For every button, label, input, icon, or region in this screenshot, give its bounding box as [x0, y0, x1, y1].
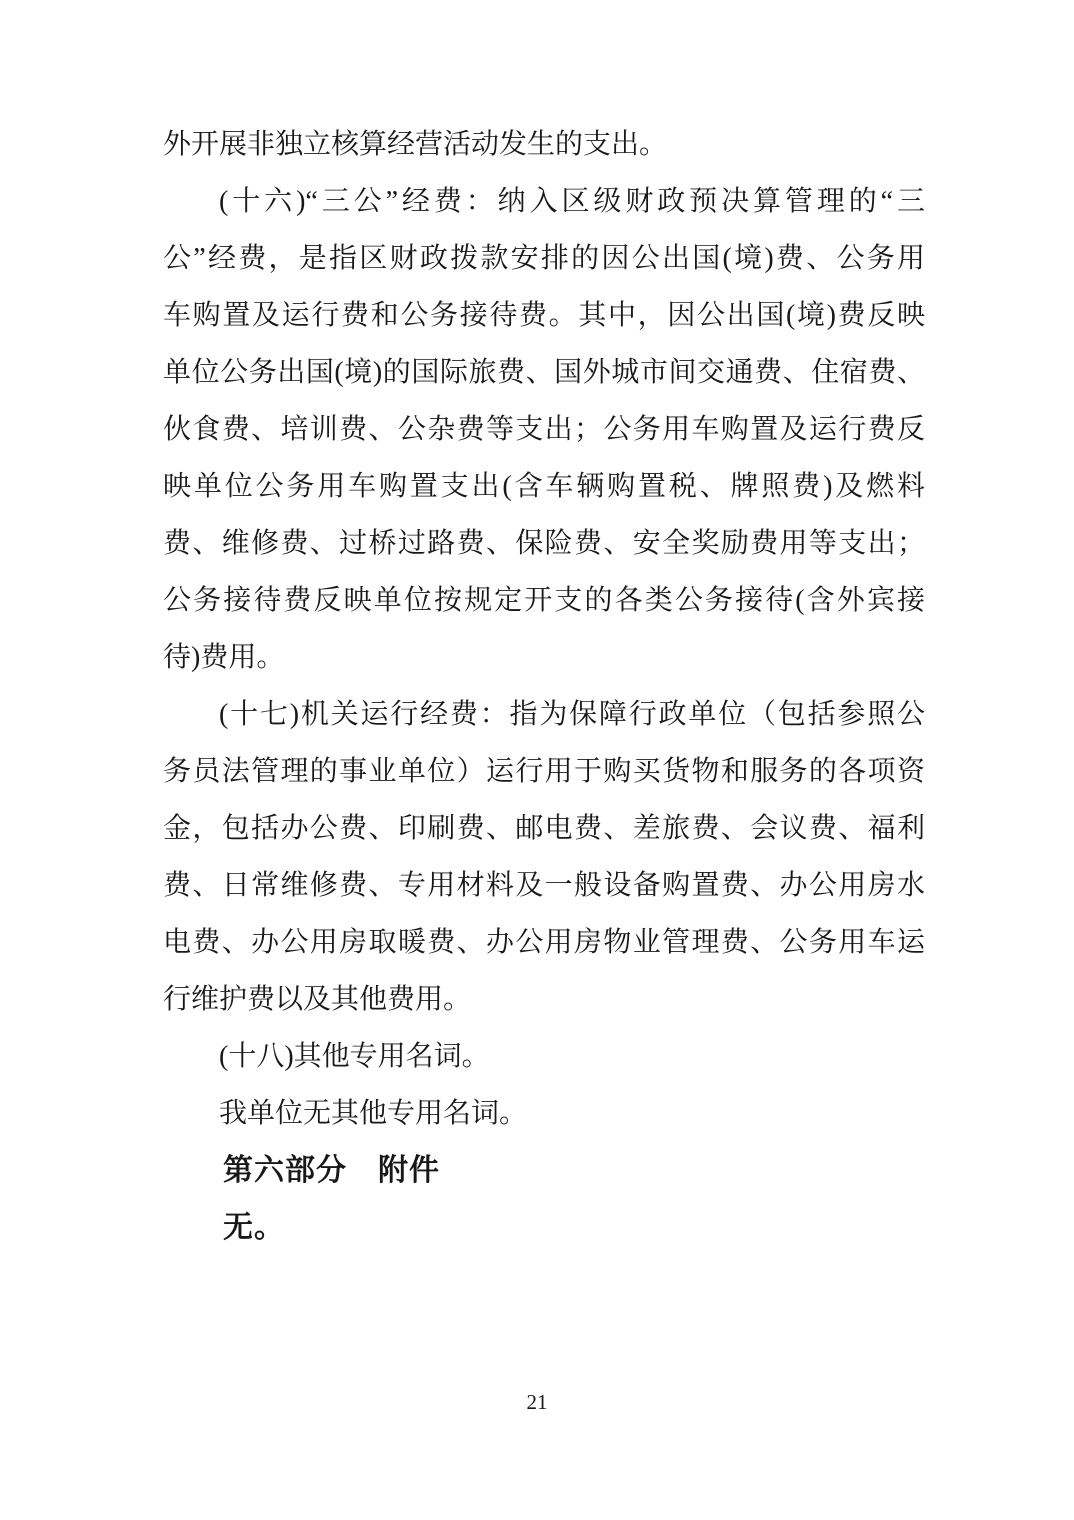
text-line: 伙食费、培训费、公杂费等支出；公务用车购置及运行费反 — [163, 414, 925, 445]
text-line: 待)费用。 — [163, 642, 285, 673]
text-line: 公务接待费反映单位按规定开支的各类公务接待(含外宾接 — [163, 585, 925, 616]
text-line: 电费、办公用房取暖费、办公用房物业管理费、公务用车运 — [163, 927, 925, 958]
text-line: (十八)其他专用名词。 — [219, 1041, 490, 1072]
text-line: 费、日常维修费、专用材料及一般设备购置费、办公用房水 — [163, 870, 925, 901]
text-line: (十七)机关运行经费：指为保障行政单位（包括参照公 — [219, 699, 925, 730]
text-line: 公”经费，是指区财政拨款安排的因公出国(境)费、公务用 — [163, 243, 925, 274]
section-heading: 第六部分 附件 — [223, 1154, 440, 1187]
document-body — [163, 116, 925, 1256]
text-line: (十六)“三公”经费：纳入区级财政预决算管理的“三 — [219, 186, 925, 217]
text-line: 外开展非独立核算经营活动发生的支出。 — [163, 129, 668, 160]
page-number: 21 — [526, 1390, 548, 1414]
text-line: 无。 — [223, 1211, 285, 1244]
text-line: 行维护费以及其他费用。 — [163, 984, 472, 1015]
text-line: 车购置及运行费和公务接待费。其中，因公出国(境)费反映 — [163, 300, 925, 331]
text-line: 我单位无其他专用名词。 — [219, 1098, 528, 1129]
text-line: 单位公务出国(境)的国际旅费、国外城市间交通费、住宿费、 — [163, 357, 925, 388]
text-line: 费、维修费、过桥过路费、保险费、安全奖励费用等支出； — [163, 528, 925, 559]
text-line: 映单位公务用车购置支出(含车辆购置税、牌照费)及燃料 — [163, 471, 925, 502]
text-line: 务员法管理的事业单位）运行用于购买货物和服务的各项资 — [163, 756, 925, 787]
text-line: 金，包括办公费、印刷费、邮电费、差旅费、会议费、福利 — [163, 813, 925, 844]
